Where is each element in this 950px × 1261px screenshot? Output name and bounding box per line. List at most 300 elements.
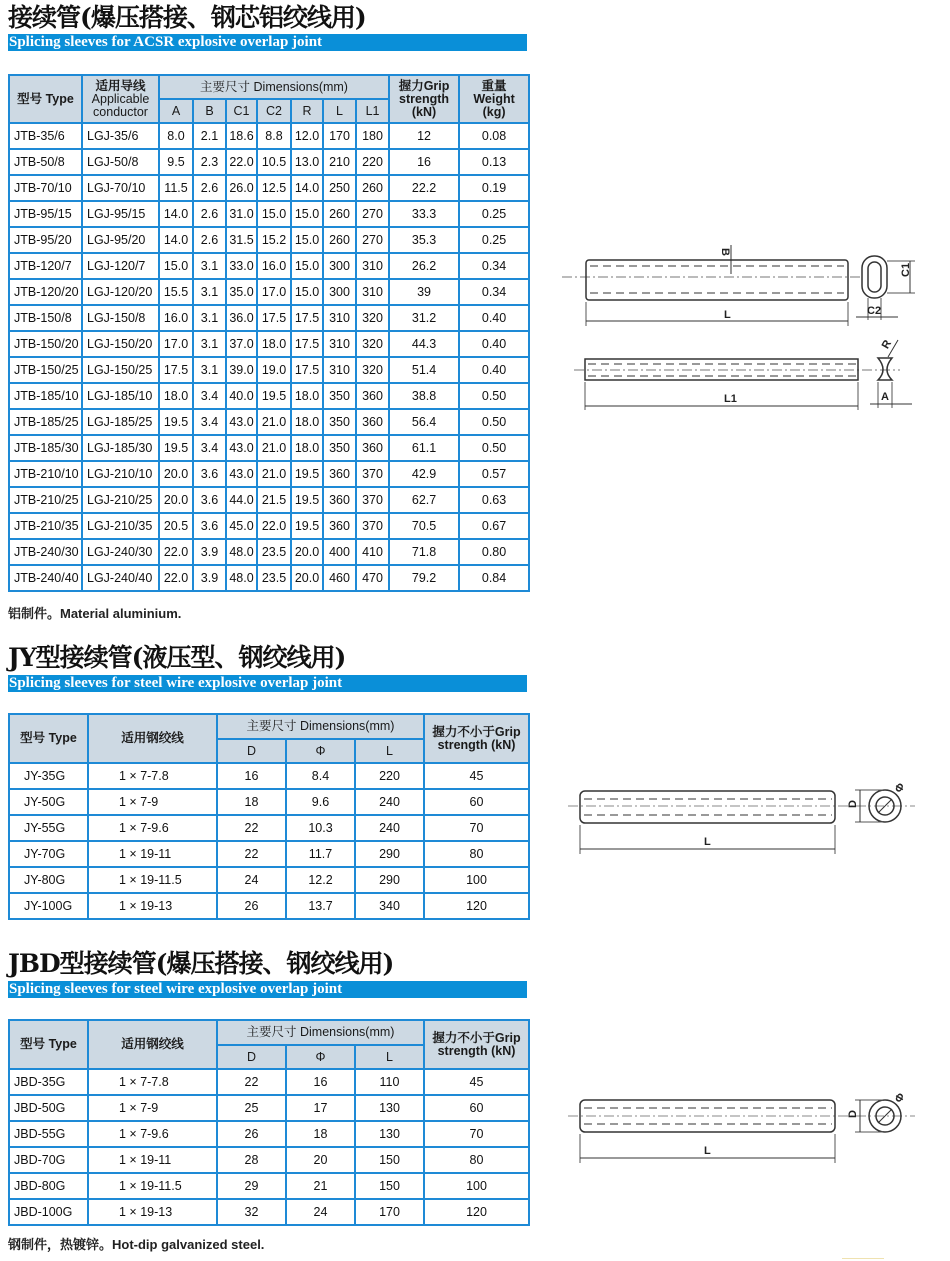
table-cell: 3.1 xyxy=(193,331,226,357)
table-cell: 17.5 xyxy=(159,357,193,383)
table-cell: 12 xyxy=(389,123,459,149)
table-row xyxy=(9,487,529,513)
table-cell: 43.0 xyxy=(226,409,257,435)
table-cell: 360 xyxy=(356,409,389,435)
table-cell: 20.0 xyxy=(159,461,193,487)
table-cell: 12.5 xyxy=(257,175,291,201)
table-cell: JY-80G xyxy=(9,867,88,893)
table-cell: 8.4 xyxy=(286,763,355,789)
sleeve-body xyxy=(580,791,835,823)
table-cell: 310 xyxy=(323,331,356,357)
table-cell: 250 xyxy=(323,175,356,201)
table-cell: 1 × 7-9.6 xyxy=(88,1121,217,1147)
table-cell: 150 xyxy=(355,1173,424,1199)
table-cell: JBD-100G xyxy=(9,1199,88,1225)
label-l: L xyxy=(704,836,711,848)
header-dim-col: L xyxy=(355,739,424,763)
table-row xyxy=(9,1069,529,1095)
table-cell: 15.0 xyxy=(159,253,193,279)
label-r: R xyxy=(879,338,895,351)
table-row xyxy=(9,279,529,305)
table-cell: 15.0 xyxy=(291,201,323,227)
label-d: D xyxy=(847,1110,859,1118)
table-cell: 38.8 xyxy=(389,383,459,409)
table-cell: 270 xyxy=(356,227,389,253)
table-cell: 150 xyxy=(355,1147,424,1173)
table-cell: 9.6 xyxy=(286,789,355,815)
table-cell: 0.40 xyxy=(459,305,529,331)
table-cell: 15.0 xyxy=(291,279,323,305)
table-cell: 22.2 xyxy=(389,175,459,201)
table-cell: 3.4 xyxy=(193,409,226,435)
table-cell: 2.6 xyxy=(193,227,226,253)
header-grip xyxy=(389,75,459,123)
table-cell: LGJ-150/8 xyxy=(82,305,159,331)
table-cell: 39 xyxy=(389,279,459,305)
table-cell: 23.5 xyxy=(257,565,291,591)
header-dimensions: 主要尺寸 Dimensions(mm) xyxy=(159,75,389,99)
table-cell: 71.8 xyxy=(389,539,459,565)
table-cell: 56.4 xyxy=(389,409,459,435)
acsr-spec-table xyxy=(8,74,530,592)
table-cell: 120 xyxy=(424,893,529,919)
table-cell: 110 xyxy=(355,1069,424,1095)
table-cell: 36.0 xyxy=(226,305,257,331)
table-cell: 39.0 xyxy=(226,357,257,383)
table-cell: 16.0 xyxy=(257,253,291,279)
header-type: 型号 Type xyxy=(9,714,88,763)
table-cell: 0.80 xyxy=(459,539,529,565)
table-row xyxy=(9,253,529,279)
table-cell: 290 xyxy=(355,867,424,893)
table-cell: 350 xyxy=(323,435,356,461)
table-cell: 0.19 xyxy=(459,175,529,201)
table-cell: LGJ-150/20 xyxy=(82,331,159,357)
table-cell: LGJ-35/6 xyxy=(82,123,159,149)
table-cell: JTB-240/40 xyxy=(9,565,82,591)
table-cell: 0.50 xyxy=(459,409,529,435)
table-cell: 22.0 xyxy=(159,565,193,591)
table-cell: JTB-150/20 xyxy=(9,331,82,357)
header-dim-col: L1 xyxy=(356,99,389,123)
table-row xyxy=(9,1173,529,1199)
table-cell: 12.2 xyxy=(286,867,355,893)
table-row xyxy=(9,539,529,565)
table-cell: 45.0 xyxy=(226,513,257,539)
jbd-sleeve-drawing xyxy=(560,1075,930,1175)
table-cell: 16 xyxy=(217,763,286,789)
table-cell: 0.57 xyxy=(459,461,529,487)
table-cell: 19.5 xyxy=(257,383,291,409)
table-row xyxy=(9,893,529,919)
table-cell: 0.08 xyxy=(459,123,529,149)
table-cell: 22 xyxy=(217,841,286,867)
header-dim-col: Φ xyxy=(286,1045,355,1069)
table-cell: LGJ-240/30 xyxy=(82,539,159,565)
table-cell: 15.0 xyxy=(291,227,323,253)
table-cell: JTB-210/10 xyxy=(9,461,82,487)
table-cell: LGJ-240/40 xyxy=(82,565,159,591)
table-cell: 0.67 xyxy=(459,513,529,539)
table-cell: JBD-35G xyxy=(9,1069,88,1095)
table-cell: 40.0 xyxy=(226,383,257,409)
table-cell: 0.25 xyxy=(459,201,529,227)
table-cell: 290 xyxy=(355,841,424,867)
table-cell: 470 xyxy=(356,565,389,591)
jbd-spec-table xyxy=(8,1019,530,1226)
table-cell: 3.1 xyxy=(193,305,226,331)
table-cell: 14.0 xyxy=(291,175,323,201)
label-c2: C2 xyxy=(867,305,882,317)
table-cell: 18.0 xyxy=(159,383,193,409)
header-conductor xyxy=(82,75,159,123)
table-cell: 3.4 xyxy=(193,383,226,409)
table-cell: 44.3 xyxy=(389,331,459,357)
table-cell: 48.0 xyxy=(226,565,257,591)
table-cell: JTB-150/25 xyxy=(9,357,82,383)
table-cell: 8.8 xyxy=(257,123,291,149)
table-cell: 310 xyxy=(356,253,389,279)
table-cell: 1 × 19-11.5 xyxy=(88,867,217,893)
table-cell: 8.0 xyxy=(159,123,193,149)
table-row xyxy=(9,841,529,867)
table-cell: 460 xyxy=(323,565,356,591)
table-cell: 23.5 xyxy=(257,539,291,565)
table-cell: 18.6 xyxy=(226,123,257,149)
header-weight-2: Weight xyxy=(473,91,515,106)
table-cell: 0.34 xyxy=(459,253,529,279)
section2-subtitle-bar: Splicing sleeves for steel wire explosive overlap joint xyxy=(8,675,527,692)
header-grip-1: 握力不小于Grip xyxy=(432,724,521,739)
table-cell: 18 xyxy=(286,1121,355,1147)
table-cell: 0.34 xyxy=(459,279,529,305)
header-dim-col: D xyxy=(217,1045,286,1069)
table-cell: 22.0 xyxy=(226,149,257,175)
table-cell: LGJ-185/30 xyxy=(82,435,159,461)
header-grip-2: strength (kN) xyxy=(437,1043,516,1058)
table-cell: 320 xyxy=(356,305,389,331)
table-cell: 24 xyxy=(286,1199,355,1225)
table-cell: 14.0 xyxy=(159,227,193,253)
table-cell: 370 xyxy=(356,513,389,539)
table-cell: 1 × 7-9 xyxy=(88,1095,217,1121)
table-cell: 1 × 19-13 xyxy=(88,893,217,919)
header-grip-1: 握力不小于Grip xyxy=(432,1030,521,1045)
table-cell: JTB-95/15 xyxy=(9,201,82,227)
header-weight-1: 重量 xyxy=(481,78,507,93)
table-cell: 260 xyxy=(356,175,389,201)
table-cell: 21.0 xyxy=(257,409,291,435)
table-cell: JY-50G xyxy=(9,789,88,815)
header-dim-col: L xyxy=(323,99,356,123)
table-cell: 15.0 xyxy=(291,253,323,279)
header-grip-3: (kN) xyxy=(411,104,437,119)
table-cell: 3.6 xyxy=(193,513,226,539)
header-strand: 适用钢绞线 xyxy=(88,1020,217,1069)
header-grip-1: 握力Grip xyxy=(398,78,450,93)
table-cell: 1 × 19-11 xyxy=(88,841,217,867)
table-cell: 18.0 xyxy=(291,383,323,409)
label-d: D xyxy=(847,800,859,808)
section1-note: 铝制件。Material aluminium. xyxy=(8,606,182,621)
table-cell: 20.0 xyxy=(291,565,323,591)
table-cell: JTB-120/7 xyxy=(9,253,82,279)
table-cell: 100 xyxy=(424,1173,529,1199)
table-cell: LGJ-95/15 xyxy=(82,201,159,227)
label-a: A xyxy=(881,391,889,403)
table-cell: 20.0 xyxy=(291,539,323,565)
table-cell: 0.13 xyxy=(459,149,529,175)
table-row xyxy=(9,789,529,815)
table-cell: 3.9 xyxy=(193,539,226,565)
table-cell: JTB-210/35 xyxy=(9,513,82,539)
table-cell: 2.1 xyxy=(193,123,226,149)
table-cell: 45 xyxy=(424,763,529,789)
table-cell: 16 xyxy=(389,149,459,175)
table-cell: 220 xyxy=(355,763,424,789)
header-dim-col: D xyxy=(217,739,286,763)
table-cell: 300 xyxy=(323,253,356,279)
table-cell: 360 xyxy=(323,487,356,513)
table-row xyxy=(9,305,529,331)
header-dim-col: Φ xyxy=(286,739,355,763)
table-cell: 31.0 xyxy=(226,201,257,227)
table-cell: 310 xyxy=(323,305,356,331)
table-cell: 3.9 xyxy=(193,565,226,591)
table-cell: 260 xyxy=(323,227,356,253)
table-cell: 370 xyxy=(356,461,389,487)
table-cell: 2.3 xyxy=(193,149,226,175)
table-cell: LGJ-70/10 xyxy=(82,175,159,201)
table-row xyxy=(9,123,529,149)
header-dim-col: L xyxy=(355,1045,424,1069)
table-cell: JTB-120/20 xyxy=(9,279,82,305)
table-cell: 35.0 xyxy=(226,279,257,305)
table-cell: 70 xyxy=(424,1121,529,1147)
table-cell: 260 xyxy=(323,201,356,227)
table-cell: 310 xyxy=(356,279,389,305)
table-cell: 48.0 xyxy=(226,539,257,565)
header-dimensions: 主要尺寸 Dimensions(mm) xyxy=(217,1020,424,1045)
table-cell: 370 xyxy=(356,487,389,513)
table-cell: JTB-150/8 xyxy=(9,305,82,331)
section3-title: JBD型接续管(爆压搭接、钢绞线用) xyxy=(8,949,394,978)
table-cell: 12.0 xyxy=(291,123,323,149)
table-cell: 60 xyxy=(424,1095,529,1121)
table-cell: 19.0 xyxy=(257,357,291,383)
table-cell: 21 xyxy=(286,1173,355,1199)
table-cell: 35.3 xyxy=(389,227,459,253)
table-cell: 18 xyxy=(217,789,286,815)
table-row xyxy=(9,565,529,591)
table-cell: JTB-210/25 xyxy=(9,487,82,513)
table-cell: 1 × 19-11 xyxy=(88,1147,217,1173)
table-cell: 3.1 xyxy=(193,357,226,383)
table-cell: 22 xyxy=(217,815,286,841)
table-row xyxy=(9,331,529,357)
table-cell: 22.0 xyxy=(159,539,193,565)
header-dim-col: R xyxy=(291,99,323,123)
table-cell: JBD-55G xyxy=(9,1121,88,1147)
table-cell: LGJ-120/20 xyxy=(82,279,159,305)
header-grip xyxy=(424,714,529,763)
table-cell: 29 xyxy=(217,1173,286,1199)
table-row xyxy=(9,1121,529,1147)
table-cell: 360 xyxy=(356,383,389,409)
table-cell: 0.25 xyxy=(459,227,529,253)
table-cell: JTB-185/25 xyxy=(9,409,82,435)
table-cell: LGJ-120/7 xyxy=(82,253,159,279)
table-cell: 17 xyxy=(286,1095,355,1121)
table-cell: JY-55G xyxy=(9,815,88,841)
table-cell: JY-100G xyxy=(9,893,88,919)
table-cell: 17.5 xyxy=(291,305,323,331)
table-cell: JTB-35/6 xyxy=(9,123,82,149)
table-cell: 320 xyxy=(356,357,389,383)
table-row xyxy=(9,1095,529,1121)
table-cell: 43.0 xyxy=(226,435,257,461)
table-cell: LGJ-210/25 xyxy=(82,487,159,513)
header-type: 型号 Type xyxy=(9,75,82,123)
table-cell: 0.40 xyxy=(459,357,529,383)
table-cell: 15.5 xyxy=(159,279,193,305)
table-cell: 18.0 xyxy=(291,435,323,461)
table-cell: 31.2 xyxy=(389,305,459,331)
table-cell: 21.0 xyxy=(257,461,291,487)
table-row xyxy=(9,201,529,227)
table-cell: LGJ-150/25 xyxy=(82,357,159,383)
table-cell: 24 xyxy=(217,867,286,893)
table-cell: 400 xyxy=(323,539,356,565)
table-cell: LGJ-185/25 xyxy=(82,409,159,435)
table-cell: JTB-185/30 xyxy=(9,435,82,461)
table-cell: 0.40 xyxy=(459,331,529,357)
table-cell: 3.1 xyxy=(193,253,226,279)
table-cell: 360 xyxy=(356,435,389,461)
table-cell: 26 xyxy=(217,893,286,919)
table-row xyxy=(9,149,529,175)
table-cell: 20.0 xyxy=(159,487,193,513)
header-dim-col: C1 xyxy=(226,99,257,123)
table-cell: 350 xyxy=(323,409,356,435)
label-l: L xyxy=(724,309,731,321)
acsr-sleeve-drawing xyxy=(560,230,930,420)
table-cell: 0.50 xyxy=(459,383,529,409)
table-cell: JTB-240/30 xyxy=(9,539,82,565)
table-cell: 10.5 xyxy=(257,149,291,175)
table-cell: JY-70G xyxy=(9,841,88,867)
table-cell: 21.5 xyxy=(257,487,291,513)
table-cell: 10.3 xyxy=(286,815,355,841)
section3-note: 钢制件，热镀锌。Hot-dip galvanized steel. xyxy=(8,1237,265,1252)
table-cell: JTB-95/20 xyxy=(9,227,82,253)
table-cell: 22 xyxy=(217,1069,286,1095)
table-cell: 60 xyxy=(424,789,529,815)
table-cell: JBD-50G xyxy=(9,1095,88,1121)
label-l1: L1 xyxy=(724,393,737,405)
table-cell: 18.0 xyxy=(257,331,291,357)
table-cell: 42.9 xyxy=(389,461,459,487)
table-row xyxy=(9,1147,529,1173)
table-cell: 33.0 xyxy=(226,253,257,279)
table-cell: 17.5 xyxy=(291,357,323,383)
table-cell: 0.84 xyxy=(459,565,529,591)
table-cell: 79.2 xyxy=(389,565,459,591)
table-row xyxy=(9,513,529,539)
table-cell: 70 xyxy=(424,815,529,841)
table-cell: 17.5 xyxy=(291,331,323,357)
table-cell: 45 xyxy=(424,1069,529,1095)
jy-sleeve-drawing xyxy=(560,770,930,870)
label-phi: Φ xyxy=(892,781,908,795)
table-cell: 19.5 xyxy=(291,461,323,487)
table-cell: 21.0 xyxy=(257,435,291,461)
table-cell: 28 xyxy=(217,1147,286,1173)
table-cell: 3.4 xyxy=(193,435,226,461)
section1-subtitle-bar: Splicing sleeves for ACSR explosive overlap joint xyxy=(8,34,527,51)
table-cell: 340 xyxy=(355,893,424,919)
table-cell: 19.5 xyxy=(291,487,323,513)
label-b: B xyxy=(719,248,731,256)
table-cell: LGJ-210/10 xyxy=(82,461,159,487)
table-cell: 1 × 7-9 xyxy=(88,789,217,815)
table-cell: 18.0 xyxy=(291,409,323,435)
table-cell: 61.1 xyxy=(389,435,459,461)
table-cell: 17.0 xyxy=(159,331,193,357)
table-cell: JBD-70G xyxy=(9,1147,88,1173)
header-weight xyxy=(459,75,529,123)
table-cell: 62.7 xyxy=(389,487,459,513)
table-cell: 11.7 xyxy=(286,841,355,867)
table-cell: LGJ-185/10 xyxy=(82,383,159,409)
table-cell: 70.5 xyxy=(389,513,459,539)
table-cell: 270 xyxy=(356,201,389,227)
table-cell: 20.5 xyxy=(159,513,193,539)
table-cell: 100 xyxy=(424,867,529,893)
table-cell: 31.5 xyxy=(226,227,257,253)
table-row xyxy=(9,227,529,253)
table-cell: 0.50 xyxy=(459,435,529,461)
header-conductor-cn: 适用导线 xyxy=(95,78,146,93)
table-cell: 15.2 xyxy=(257,227,291,253)
table-cell: 15.0 xyxy=(257,201,291,227)
label-c1: C1 xyxy=(900,262,912,277)
table-cell: 1 × 19-11.5 xyxy=(88,1173,217,1199)
table-cell: 13.7 xyxy=(286,893,355,919)
table-cell: 3.1 xyxy=(193,279,226,305)
table-cell: 80 xyxy=(424,841,529,867)
grooved-cross-section xyxy=(878,358,892,380)
table-cell: 43.0 xyxy=(226,461,257,487)
table-cell: JY-35G xyxy=(9,763,88,789)
table-cell: 14.0 xyxy=(159,201,193,227)
table-cell: 210 xyxy=(323,149,356,175)
label-phi: Φ xyxy=(892,1091,908,1105)
header-conductor-en1: Applicable xyxy=(91,91,150,106)
table-cell: 2.6 xyxy=(193,201,226,227)
table-row xyxy=(9,383,529,409)
table-cell: 3.6 xyxy=(193,461,226,487)
section3-subtitle-bar: Splicing sleeves for steel wire explosive overlap joint xyxy=(8,981,527,998)
table-row xyxy=(9,763,529,789)
table-cell: 80 xyxy=(424,1147,529,1173)
table-cell: 310 xyxy=(323,357,356,383)
section2-title: JY型接续管(液压型、钢绞线用) xyxy=(8,643,346,672)
header-dim-col: B xyxy=(193,99,226,123)
label-l: L xyxy=(704,1145,711,1157)
table-cell: 44.0 xyxy=(226,487,257,513)
table-cell: 51.4 xyxy=(389,357,459,383)
